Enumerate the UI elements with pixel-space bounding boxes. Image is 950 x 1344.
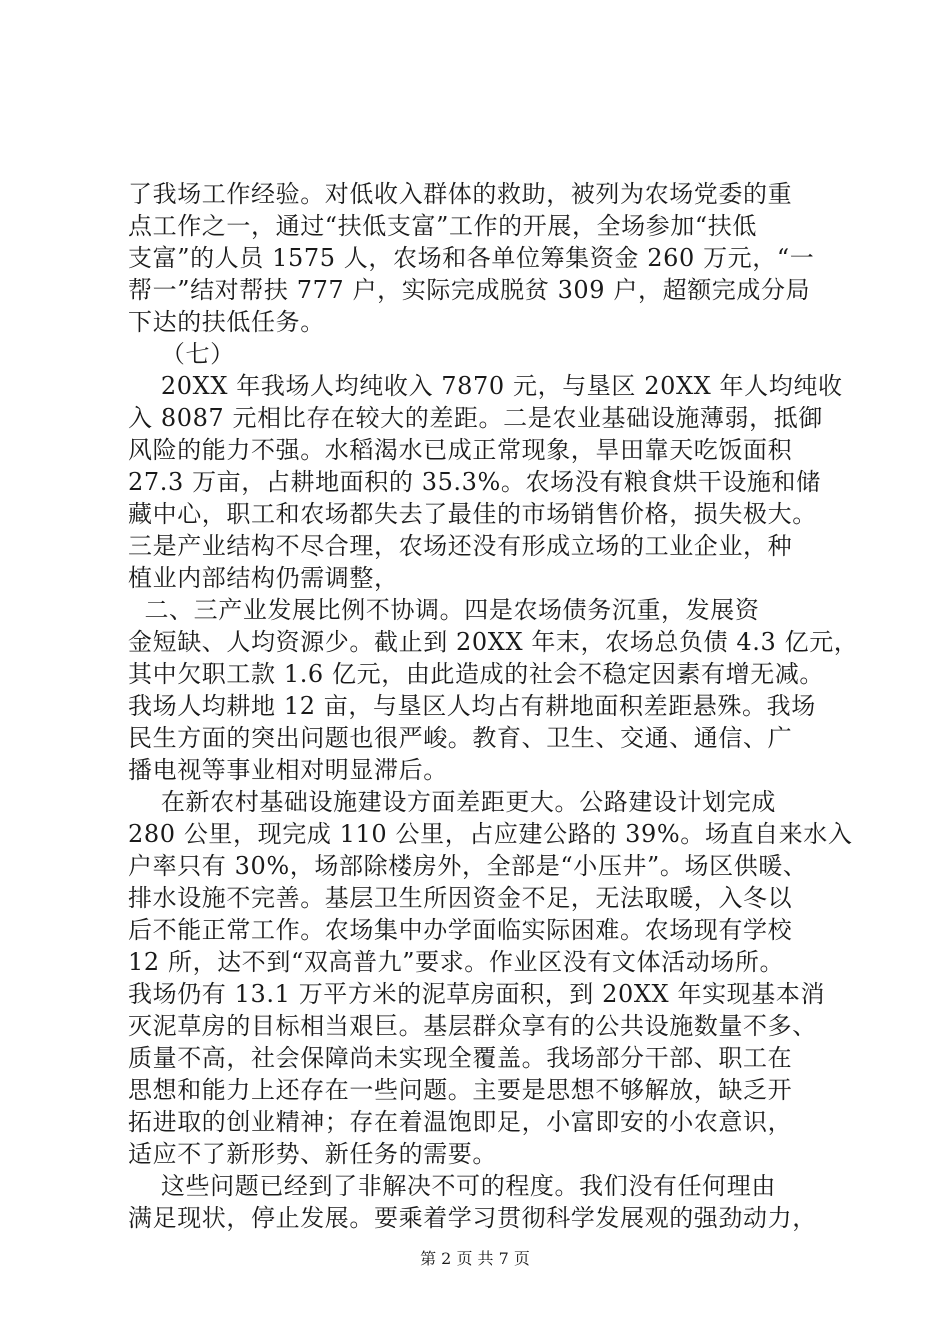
text-line: 拓进取的创业精神；存在着温饱即足，小富即安的小农意识，	[128, 1108, 793, 1136]
text-line: 12 所，达不到“双高普九”要求。作业区没有文体活动场所。	[128, 948, 785, 976]
text-line: 了我场工作经验。对低收入群体的救助，被列为农场党委的重	[128, 180, 793, 208]
page-number-footer: 第 2 页 共 7 页	[420, 1249, 530, 1268]
text-line: 户率只有 30%，场部除楼房外，全部是“小压井”。场区供暖、	[128, 852, 808, 880]
text-line: 排水设施不完善。基层卫生所因资金不足，无法取暖，入冬以	[128, 884, 793, 912]
text-line: 思想和能力上还存在一些问题。主要是思想不够解放，缺乏开	[128, 1076, 793, 1104]
text-line: 藏中心，职工和农场都失去了最佳的市场销售价格，损失极大。	[128, 500, 817, 528]
section-heading: （七）	[128, 340, 235, 368]
text-line: 我场仍有 13.1 万平方米的泥草房面积，到 20XX 年实现基本消	[128, 980, 826, 1008]
text-line: 质量不高，社会保障尚未实现全覆盖。我场部分干部、职工在	[128, 1044, 793, 1072]
text-line: 其中欠职工款 1.6 亿元，由此造成的社会不稳定因素有增无减。	[128, 660, 825, 688]
text-line: 这些问题已经到了非解决不可的程度。我们没有任何理由	[128, 1172, 776, 1200]
text-line: 我场人均耕地 12 亩，与垦区人均占有耕地面积差距悬殊。我场	[128, 692, 816, 720]
text-line: 下达的扶低任务。	[128, 308, 325, 336]
text-line: 在新农村基础设施建设方面差距更大。公路建设计划完成	[128, 788, 776, 816]
text-line: 二、三产业发展比例不协调。四是农场债务沉重，发展资	[128, 596, 760, 624]
text-line: 民生方面的突出问题也很严峻。教育、卫生、交通、通信、广	[128, 724, 793, 752]
text-line: 27.3 万亩，占耕地面积的 35.3%。农场没有粮食烘干设施和储	[128, 468, 821, 496]
text-line: 植业内部结构仍需调整，	[128, 564, 399, 592]
text-line: 适应不了新形势、新任务的需要。	[128, 1140, 497, 1168]
text-line: 帮一”结对帮扶 777 户，实际完成脱贫 309 户，超额完成分局	[128, 276, 811, 304]
text-line: 后不能正常工作。农场集中办学面临实际困难。农场现有学校	[128, 916, 793, 944]
text-line: 灭泥草房的目标相当艰巨。基层群众享有的公共设施数量不多、	[128, 1012, 817, 1040]
text-line: 20XX 年我场人均纯收入 7870 元，与垦区 20XX 年人均纯收	[128, 372, 843, 400]
text-line: 满足现状，停止发展。要乘着学习贯彻科学发展观的强劲动力，	[128, 1204, 817, 1232]
text-line: 支富”的人员 1575 人，农场和各单位筹集资金 260 万元，“一	[128, 244, 815, 272]
text-line: 280 公里，现完成 110 公里，占应建公路的 39%。场直自来水入	[128, 820, 853, 848]
text-line: 点工作之一，通过“扶低支富”工作的开展，全场参加“扶低	[128, 212, 758, 240]
text-line: 三是产业结构不尽合理，农场还没有形成立场的工业企业，种	[128, 532, 793, 560]
text-line: 入 8087 元相比存在较大的差距。二是农业基础设施薄弱，抵御	[128, 404, 823, 432]
text-line: 播电视等事业相对明显滞后。	[128, 756, 448, 784]
text-line: 风险的能力不强。水稻渴水已成正常现象，旱田靠天吃饭面积	[128, 436, 793, 464]
text-line: 金短缺、人均资源少。截止到 20XX 年末，农场总负债 4.3 亿元，	[128, 628, 859, 656]
body-text	[128, 178, 859, 1234]
